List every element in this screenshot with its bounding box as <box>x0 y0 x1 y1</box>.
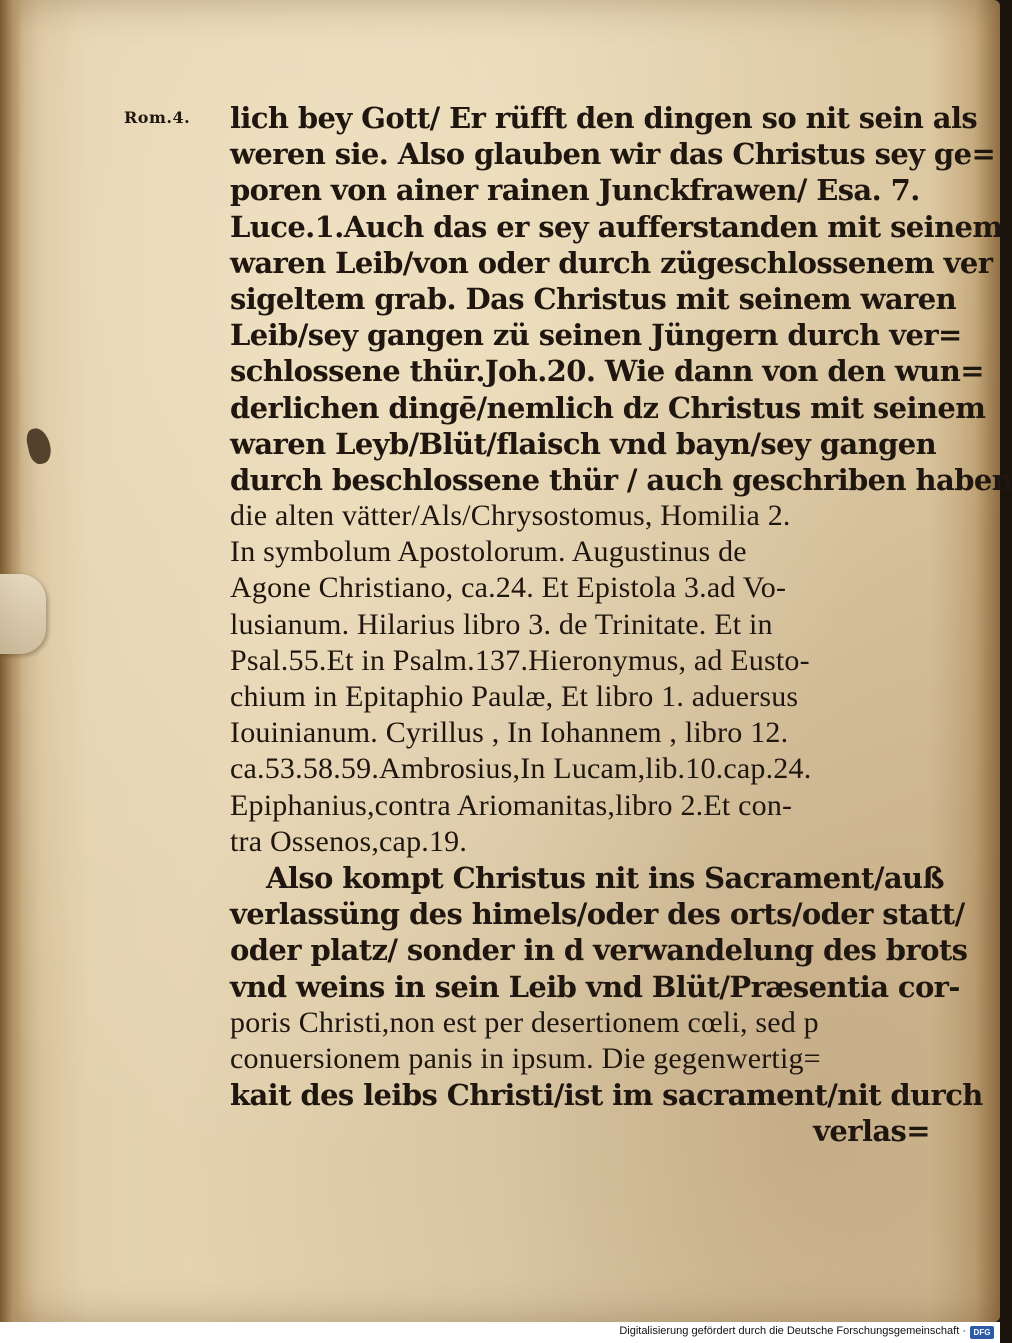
text-line: tra Ossenos,cap.19. <box>230 824 468 858</box>
text-line: derlichen dingē/nemlich dz Christus mit seinem <box>230 390 986 425</box>
text-line: oder platz/ sonder in d verwandelung des brots <box>230 933 968 968</box>
text-line: vnd weins in sein Leib vnd Blüt/Præsentia cor- <box>230 969 960 1004</box>
text-line: verlassüng des himels/oder des orts/oder statt/ <box>230 897 965 932</box>
text-line: schlossene thür.Joh.20. Wie dann von den wun= <box>230 354 984 389</box>
text-line: Leib/sey gangen zü seinen Jüngern durch ver= <box>230 318 962 353</box>
body-text <box>230 100 1012 1149</box>
text-line: lich bey Gott/ Er rüfft den dingen so nit sein als <box>230 101 978 135</box>
text-line: waren Leyb/Blüt/flaisch vnd bayn/sey gangen <box>230 426 937 461</box>
text-line: ca.53.58.59.Ambrosius,In Lucam,lib.10.cap.24. <box>230 752 812 786</box>
text-line: Also kompt Christus nit ins Sacrament/auß <box>266 860 944 895</box>
page-gutter <box>0 0 22 1322</box>
text-line: conuersionem panis in ipsum. Die gegenwertig= <box>230 1041 821 1075</box>
text-line: Psal.55.Et in Psalm.137.Hieronymus, ad Eusto- <box>230 643 810 677</box>
ink-stain <box>24 426 53 466</box>
text-line: poris Christi,non est per desertionem cœli, sed p <box>230 1005 819 1039</box>
text-line: lusianum. Hilarius libro 3. de Trinitate. Et in <box>230 607 773 641</box>
show-through-text <box>500 40 620 80</box>
page-clip <box>0 574 46 654</box>
text-line: weren sie. Also glauben wir das Christus sey ge= <box>230 137 996 172</box>
text-line: In symbolum Apostolorum. Augustinus de <box>230 535 747 569</box>
text-line: die alten vätter/Als/Chrysostomus, Homilia 2. <box>230 499 791 533</box>
text-line: kait des leibs Christi/ist im sacrament/nit durch <box>230 1078 983 1113</box>
text-line: poren von ainer rainen Junckfrawen/ Esa. 7. <box>230 173 920 208</box>
text-line: Iouinianum. Cyrillus , In Iohannem , libro 12. <box>230 716 789 750</box>
text-line: verlas= <box>813 1114 930 1149</box>
text-line: Agone Christiano, ca.24. Et Epistola 3.ad Vo- <box>230 571 787 605</box>
dfg-logo: DFG <box>970 1326 994 1339</box>
text-line: durch beschlossene thür / auch geschriben haben <box>230 462 1012 497</box>
footer-bar <box>0 1322 1000 1343</box>
text-line: Luce.1.Auch das er sey aufferstanden mit seinem <box>230 209 1003 244</box>
funding-credit: Digitalisierung gefördert durch die Deutsche Forschungsgemeinschaft · <box>619 1325 966 1337</box>
text-line: sigeltem grab. Das Christus mit seinem waren <box>230 281 957 316</box>
margin-note: Rom.4. <box>124 108 191 127</box>
text-line: waren Leib/von oder durch zügeschlossenem ver <box>230 245 993 280</box>
text-line: Epiphanius,contra Ariomanitas,libro 2.Et con- <box>230 788 793 822</box>
text-line: chium in Epitaphio Paulæ, Et libro 1. aduersus <box>230 680 799 713</box>
